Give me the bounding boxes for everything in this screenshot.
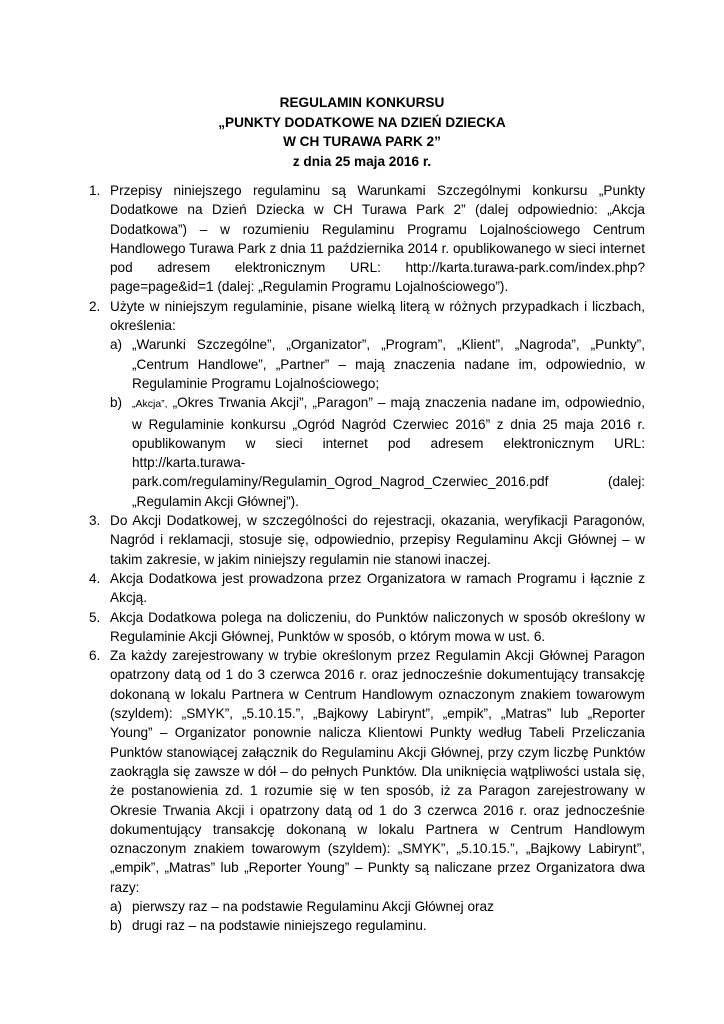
rule-item-4 <box>89 569 645 608</box>
rules-list <box>89 181 645 936</box>
subpoint-a <box>110 897 645 916</box>
rule-text: Do Akcji Dodatkowej, w szczególności do rejestracji, okazania, weryfikacji Paragonów, Nagród i reklamacji, stosuje się, odpowiednio, przepisy Regulaminu Akcji Głównej – w takim zakresie, w jakim niniejszy regulamin nie stanowi inaczej. <box>110 513 645 567</box>
rule-number: 5. <box>89 609 101 625</box>
rule-text: Przepisy niniejszego regulaminu są Warunkami Szczególnymi konkursu „Punkty Dodatkowe na Dzień Dziecka w CH Turawa Park 2” (dalej odpowiednio: „Akcja Dodatkowa”) – w rozumieniu Regulaminu Programu Lojalnościowego Centrum Handlowego Turawa Park z dnia 11 października 2014 r. opublikowanego w sieci internet pod adresem elektronicznym URL: http://karta.turawa-park.com/index.php?page=page&id=1 (dalej: „Regulamin Programu Lojalnościowego”). <box>110 183 645 295</box>
rule-number: 6. <box>89 648 101 664</box>
subpoint-b <box>110 916 645 935</box>
rule-text: Za każdy zarejestrowany w trybie określonym przez Regulamin Akcji Głównej Paragon opatrzony datą od 1 do 3 czerwca 2016 r. oraz jednocześnie dokumentujący transakcję dokonaną w lokalu Partnera w Centrum Handlowym oznaczonym znakiem towarowym (szyldem): „SMYK”, „5.10.15.”, „Bajkowy Labirynt”, „empik”, „Matras” lub „Reporter Young” – Organizator ponownie nalicza Klientowi Punkty według Tabeli Przeliczania Punktów stanowiącej załącznik do Regulaminu Akcji Głównej, przy czym liczbę Punktów zaokrągla się zawsze w dół – do pełnych Punktów. Dla uniknięcia wątpliwości ustala się, że postanowienia zd. 1 rozumie się w ten sposób, iż za Paragon zarejestrowany w Okresie Trwania Akcji i opatrzony datą od 1 do 3 czerwca 2016 r. oraz jednocześnie dokumentujący transakcję dokonaną w lokalu Partnera w Centrum Handlowym oznaczonym znakiem towarowym (szyldem): „SMYK”, „5.10.15.”, „Bajkowy Labirynt”, „empik”, „Matras” lub „Reporter Young” – Punkty są naliczane przez Organizatora dwa razy: <box>110 648 645 895</box>
rule-number: 1. <box>89 183 101 198</box>
subpoint-text: pierwszy raz – na podstawie Regulaminu Akcji Głównej oraz <box>132 898 494 914</box>
subpoint-text: „Warunki Szczególne”, „Organizator”, „Program”, „Klient”, „Nagroda”, „Punkty”, „Centrum Handlowe”, „Partner” – mają znaczenia nadane im, odpowiednio, w Regulaminie Programu Lojalnościowego; <box>132 337 645 391</box>
rule-text: Użyte w niniejszym regulaminie, pisane wielką literą w różnych przypadkach i liczbach, określenia: <box>110 298 645 334</box>
document-title <box>0 93 724 171</box>
rule-6-subpoints <box>110 897 645 936</box>
subpoint-label: a) <box>110 337 123 353</box>
rule-2-subpoints <box>110 335 645 511</box>
subpoint-label: b) <box>110 395 123 411</box>
rule-item-2 <box>89 297 645 511</box>
rule-number: 4. <box>89 570 101 586</box>
rule-number: 3. <box>89 513 101 529</box>
rule-text: Akcja Dodatkowa jest prowadzona przez Organizatora w ramach Programu i łącznie z Akcją. <box>110 570 645 606</box>
subpoint-b <box>110 393 645 511</box>
rule-item-1 <box>89 181 645 297</box>
title-line-2: „PUNKTY DODATKOWE NA DZIEŃ DZIECKA <box>218 114 506 130</box>
subpoint-text: „Okres Trwania Akcji”, „Paragon” – mają znaczenia nadane im, odpowiednio, w Regulaminie konkursu „Ogród Nagród Czerwiec 2016” z dnia 25 maja 2016 r. opublikowanym w sieci internet pod adresem elektronicznym URL: http://karta.turawa-park.com/regulaminy/Regulamin_Ogrod_Nagrod_Czerwiec_2016.pdf (dalej: „Regulamin Akcji Głównej”). <box>132 395 645 509</box>
subpoint-label: b) <box>110 918 123 934</box>
title-line-1: REGULAMIN KONKURSU <box>279 95 445 110</box>
rule-item-5 <box>89 608 645 647</box>
rule-item-3 <box>89 511 645 569</box>
title-line-3: W CH TURAWA PARK 2” <box>283 134 441 149</box>
subpoint-term: „Akcja”, <box>132 398 168 411</box>
title-date: z dnia 25 maja 2016 r. <box>292 153 432 169</box>
subpoint-a <box>110 335 645 393</box>
rule-text: Akcja Dodatkowa polega na doliczeniu, do Punktów naliczonych w sposób określony w Regulaminie Akcji Głównej, Punktów w sposób, o którym mowa w ust. 6. <box>110 609 645 644</box>
subpoint-label: a) <box>110 898 123 914</box>
subpoint-text: drugi raz – na podstawie niniejszego regulaminu. <box>132 918 427 934</box>
rule-number: 2. <box>89 298 101 314</box>
rule-item-6 <box>89 646 645 935</box>
